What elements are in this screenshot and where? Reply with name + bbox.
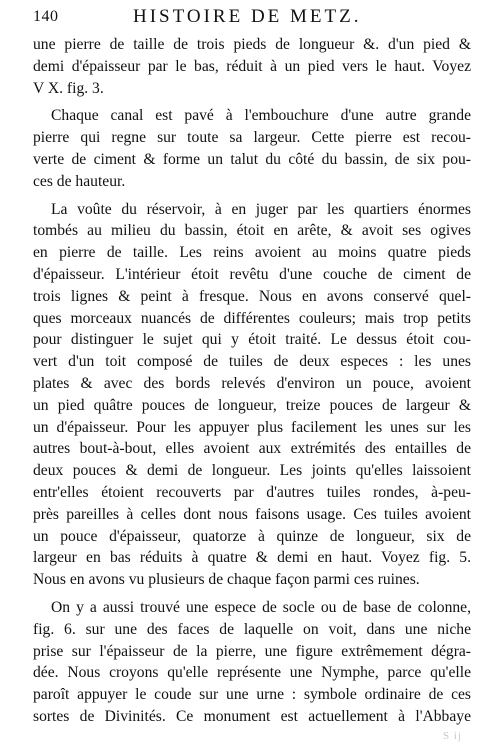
text-line: prise sur l'épaisseur de la pierre, une figure extrêmement dégra-: [33, 642, 471, 660]
text-line: un pouce d'épaisseur, quatorze à quinze de longueur, six de: [33, 527, 471, 545]
body-text: [33, 34, 471, 728]
text-line: une pierre de taille de trois pieds de longueur &. d'un pied &: [33, 36, 471, 53]
text-line: dée. Nous croyons qu'elle représente une Nymphe, parce qu'elle: [33, 664, 471, 682]
text-line: La voûte du réservoir, à en juger par les quartiers énormes: [51, 200, 471, 218]
text-line: un d'épaisseur. Pour les appuyer plus facilement les unes sur les: [33, 418, 471, 436]
text-line: deux pouces & demi de longueur. Les joints qu'elles laissoient: [33, 462, 471, 480]
text-line: d'épaisseur. L'intérieur étoit revêtu d'une couche de ciment de: [33, 265, 471, 283]
text-line: demi d'épaisseur par le bas, réduit à un pied vers le haut. Voyez: [33, 57, 471, 75]
text-line: autres bout-à-bout, elles avoient aux extrémités des entailles de: [33, 440, 471, 458]
text-line: On y a aussi trouvé une espece de socle ou de base de colonne,: [51, 598, 471, 616]
text-line: verte de ciment & forme un talut du côté du bassin, de six pou-: [33, 150, 471, 168]
text-line: un pied quâtre pouces de longueur, treize pouces de largeur &: [33, 396, 471, 414]
text-line: entr'elles étoient recouverts par d'autres tuiles rondes, à-peu-: [33, 483, 471, 501]
text-line: tombés au milieu du bassin, étoit en arête, & avoit ses ogives: [33, 222, 471, 240]
running-title: HISTOIRE DE METZ.: [133, 6, 362, 27]
page-header: [33, 6, 473, 32]
text-line: ces de hauteur.: [33, 172, 126, 190]
text-line: pour distinguer le sujet qui y étoit traité. Le dessus étoit cou-: [33, 331, 471, 349]
text-line: Nous en avons vu plusieurs de chaque façon parmi ces ruines.: [33, 571, 420, 589]
text-line: largeur en bas réduits à quatre & demi en haut. Voyez fig. 5.: [33, 549, 471, 567]
text-line: en pierre de taille. Les reins avoient au moins quatre pieds: [33, 244, 471, 262]
text-line: fig. 6. sur une des faces de laquelle on voit, dans une niche: [33, 620, 471, 638]
text-line: Chaque canal est pavé à l'embouchure d'une autre grande: [51, 107, 471, 125]
text-line: sortes de Divinités. Ce monument est actuellement à l'Abbaye: [33, 707, 471, 725]
text-line: plates & avec des bords relevés d'environ un pouce, avoient: [33, 374, 471, 392]
text-line: paroît appuyer le coude sur une urne : symbole ordinaire de ces: [33, 686, 471, 704]
signature-mark: S ij: [443, 730, 462, 742]
page-number: 140: [33, 8, 59, 25]
text-line: près pareilles à celles dont nous faisons usage. Ces tuiles avoient: [33, 505, 471, 523]
text-line: pierre qui regne sur toute sa largeur. Cette pierre est recou-: [33, 129, 471, 147]
text-line: trois lignes & peint à fresque. Nous en avons conservé quel-: [33, 287, 471, 305]
text-line: V X. fig. 3.: [33, 79, 104, 97]
text-line: vert d'un toit composé de tuiles de deux especes : les unes: [33, 353, 471, 371]
text-line: ques morceaux nuancés de différentes couleurs; mais trop petits: [33, 309, 471, 327]
